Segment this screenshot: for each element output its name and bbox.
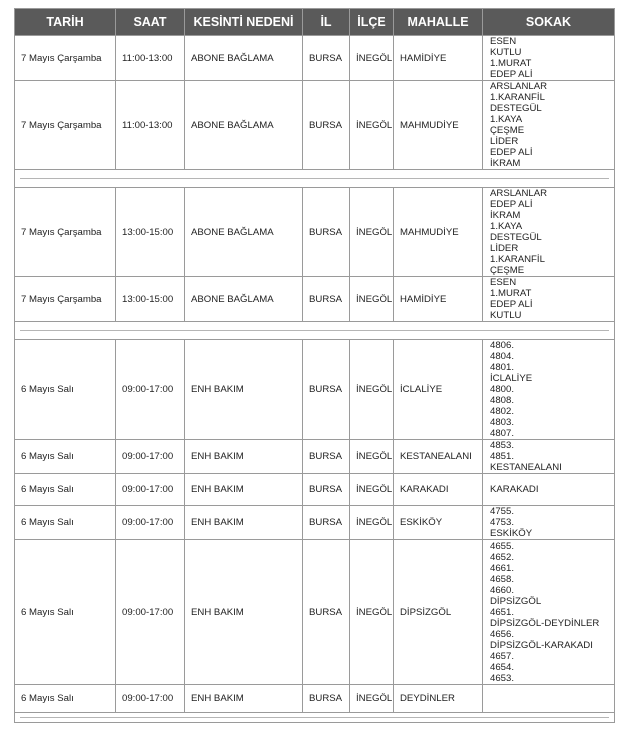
date-cell: 6 Mayıs Salı	[15, 340, 116, 440]
street-name: 4658.	[490, 573, 515, 585]
street-name: 4660.	[490, 584, 515, 596]
table-row	[15, 440, 615, 474]
reason-cell: ENH BAKIM	[185, 685, 303, 713]
reason-cell: ENH BAKIM	[185, 506, 303, 540]
time-cell: 09:00-17:00	[116, 540, 185, 685]
street-name: 4655.	[490, 540, 515, 552]
reason-cell: ENH BAKIM	[185, 540, 303, 685]
street-name: DİPSİZGÖL-DEYDİNLER	[490, 617, 600, 629]
province-cell: BURSA	[303, 188, 350, 277]
street-name: EDEP ALİ	[490, 147, 533, 158]
time-cell: 11:00-13:00	[116, 81, 185, 170]
neighborhood-cell: KESTANEALANI	[394, 440, 483, 474]
date-cell: 6 Mayıs Salı	[15, 506, 116, 540]
streets-cell	[483, 685, 615, 713]
street-name: 4656.	[490, 628, 515, 640]
header-time: SAAT	[116, 9, 185, 36]
province-cell: BURSA	[303, 277, 350, 322]
streets-cell	[483, 188, 615, 277]
street-name: 4803.	[490, 417, 515, 428]
table-row	[15, 506, 615, 540]
district-cell: İNEGÖL	[350, 340, 394, 440]
street-name: 4800.	[490, 384, 515, 395]
province-cell: BURSA	[303, 440, 350, 474]
header-street: SOKAK	[483, 9, 615, 36]
street-name: EDEP ALİ	[490, 69, 533, 80]
province-cell: BURSA	[303, 36, 350, 81]
table-row	[15, 340, 615, 440]
header-district: İLÇE	[350, 9, 394, 36]
reason-cell: ENH BAKIM	[185, 474, 303, 506]
street-name: 1.KAYA	[490, 221, 523, 232]
streets-cell	[483, 540, 615, 685]
street-name: 4753.	[490, 517, 515, 528]
streets-cell	[483, 81, 615, 170]
street-name: 4802.	[490, 406, 515, 417]
separator-cell	[15, 322, 615, 340]
district-cell: İNEGÖL	[350, 506, 394, 540]
header-reason: KESİNTİ NEDENİ	[185, 9, 303, 36]
time-cell: 09:00-17:00	[116, 506, 185, 540]
street-name: ÇEŞME	[490, 265, 525, 276]
streets-cell	[483, 277, 615, 322]
reason-cell: ABONE BAĞLAMA	[185, 277, 303, 322]
streets-cell	[483, 340, 615, 440]
table-body	[15, 36, 615, 723]
date-cell: 7 Mayıs Çarşamba	[15, 277, 116, 322]
reason-cell: ENH BAKIM	[185, 440, 303, 474]
table-row	[15, 188, 615, 277]
street-name: 4801.	[490, 362, 515, 373]
date-cell: 7 Mayıs Çarşamba	[15, 81, 116, 170]
table-row	[15, 81, 615, 170]
district-cell: İNEGÖL	[350, 685, 394, 713]
header-province: İL	[303, 9, 350, 36]
district-cell: İNEGÖL	[350, 188, 394, 277]
street-name: ARSLANLAR	[490, 188, 548, 199]
street-name: DESTEGÜL	[490, 232, 542, 243]
street-name: DESTEGÜL	[490, 103, 542, 114]
divider	[20, 178, 609, 179]
street-name: 1.KARANFİL	[490, 92, 545, 103]
date-cell: 6 Mayıs Salı	[15, 474, 116, 506]
street-name: 1.KARANFİL	[490, 254, 545, 265]
reason-cell: ABONE BAĞLAMA	[185, 188, 303, 277]
street-name: ESEN	[490, 277, 517, 288]
neighborhood-cell: DEYDİNLER	[394, 685, 483, 713]
street-name: 4808.	[490, 395, 515, 406]
province-cell: BURSA	[303, 474, 350, 506]
province-cell: BURSA	[303, 685, 350, 713]
streets-cell	[483, 474, 615, 506]
street-name: DİPSİZGÖL-KARAKADI	[490, 639, 593, 651]
time-cell: 09:00-17:00	[116, 474, 185, 506]
street-name: EDEP ALİ	[490, 299, 533, 310]
street-name: EDEP ALİ	[490, 199, 533, 210]
time-cell: 11:00-13:00	[116, 36, 185, 81]
streets-cell	[483, 506, 615, 540]
divider	[20, 330, 609, 331]
separator-cell	[15, 170, 615, 188]
district-cell: İNEGÖL	[350, 81, 394, 170]
street-name: 4806.	[490, 340, 515, 351]
street-name: KUTLU	[490, 47, 522, 58]
street-name: ESKİKÖY	[490, 528, 533, 539]
time-cell: 13:00-15:00	[116, 188, 185, 277]
street-name: 4651.	[490, 606, 515, 618]
street-name: KESTANEALANI	[490, 462, 562, 473]
separator-cell	[15, 713, 615, 723]
street-name: ÇEŞME	[490, 125, 525, 136]
table-row	[15, 540, 615, 685]
header-date: TARİH	[15, 9, 116, 36]
neighborhood-cell: KARAKADI	[394, 474, 483, 506]
province-cell: BURSA	[303, 540, 350, 685]
street-name: ARSLANLAR	[490, 81, 548, 92]
neighborhood-cell: İCLALİYE	[394, 340, 483, 440]
date-cell: 7 Mayıs Çarşamba	[15, 36, 116, 81]
neighborhood-cell: ESKİKÖY	[394, 506, 483, 540]
table-row	[15, 474, 615, 506]
street-name: 4851.	[490, 451, 515, 462]
district-cell: İNEGÖL	[350, 277, 394, 322]
outage-table	[14, 8, 615, 723]
street-name: LİDER	[490, 136, 519, 147]
reason-cell: ENH BAKIM	[185, 340, 303, 440]
neighborhood-cell: HAMİDİYE	[394, 277, 483, 322]
street-name: 4804.	[490, 351, 515, 362]
district-cell: İNEGÖL	[350, 36, 394, 81]
separator-row	[15, 713, 615, 723]
neighborhood-cell: HAMİDİYE	[394, 36, 483, 81]
header-neighborhood: MAHALLE	[394, 9, 483, 36]
street-name: 1.KAYA	[490, 114, 523, 125]
street-name: DİPSİZGÖL	[490, 595, 542, 607]
street-name: 4661.	[490, 562, 515, 574]
province-cell: BURSA	[303, 506, 350, 540]
divider	[20, 717, 609, 718]
district-cell: İNEGÖL	[350, 474, 394, 506]
time-cell: 09:00-17:00	[116, 685, 185, 713]
separator-row	[15, 322, 615, 340]
street-name: 4807.	[490, 428, 515, 439]
date-cell: 6 Mayıs Salı	[15, 540, 116, 685]
street-name: KUTLU	[490, 310, 522, 321]
date-cell: 7 Mayıs Çarşamba	[15, 188, 116, 277]
street-name: 1.MURAT	[490, 58, 532, 69]
street-name: 4654.	[490, 661, 515, 673]
district-cell: İNEGÖL	[350, 440, 394, 474]
street-name: ESEN	[490, 36, 517, 47]
reason-cell: ABONE BAĞLAMA	[185, 36, 303, 81]
neighborhood-cell: MAHMUDİYE	[394, 188, 483, 277]
province-cell: BURSA	[303, 340, 350, 440]
street-name: 1.MURAT	[490, 288, 532, 299]
province-cell: BURSA	[303, 81, 350, 170]
streets-cell	[483, 440, 615, 474]
street-name: İKRAM	[490, 158, 521, 169]
time-cell: 13:00-15:00	[116, 277, 185, 322]
reason-cell: ABONE BAĞLAMA	[185, 81, 303, 170]
street-name: 4657.	[490, 650, 515, 662]
date-cell: 6 Mayıs Salı	[15, 440, 116, 474]
street-name: İKRAM	[490, 210, 521, 221]
time-cell: 09:00-17:00	[116, 340, 185, 440]
street-name: İCLALİYE	[490, 373, 533, 384]
street-name: 4755.	[490, 506, 515, 517]
table-header-row	[15, 9, 615, 36]
street-name: KARAKADI	[490, 484, 539, 495]
street-name: 4853.	[490, 440, 515, 451]
table-row	[15, 277, 615, 322]
table-row	[15, 685, 615, 713]
street-name: 4652.	[490, 551, 515, 563]
streets-cell	[483, 36, 615, 81]
neighborhood-cell: MAHMUDİYE	[394, 81, 483, 170]
neighborhood-cell: DİPSİZGÖL	[394, 540, 483, 685]
separator-row	[15, 170, 615, 188]
district-cell: İNEGÖL	[350, 540, 394, 685]
date-cell: 6 Mayıs Salı	[15, 685, 116, 713]
time-cell: 09:00-17:00	[116, 440, 185, 474]
table-row	[15, 36, 615, 81]
street-name: LİDER	[490, 243, 519, 254]
street-name: 4653.	[490, 672, 515, 684]
